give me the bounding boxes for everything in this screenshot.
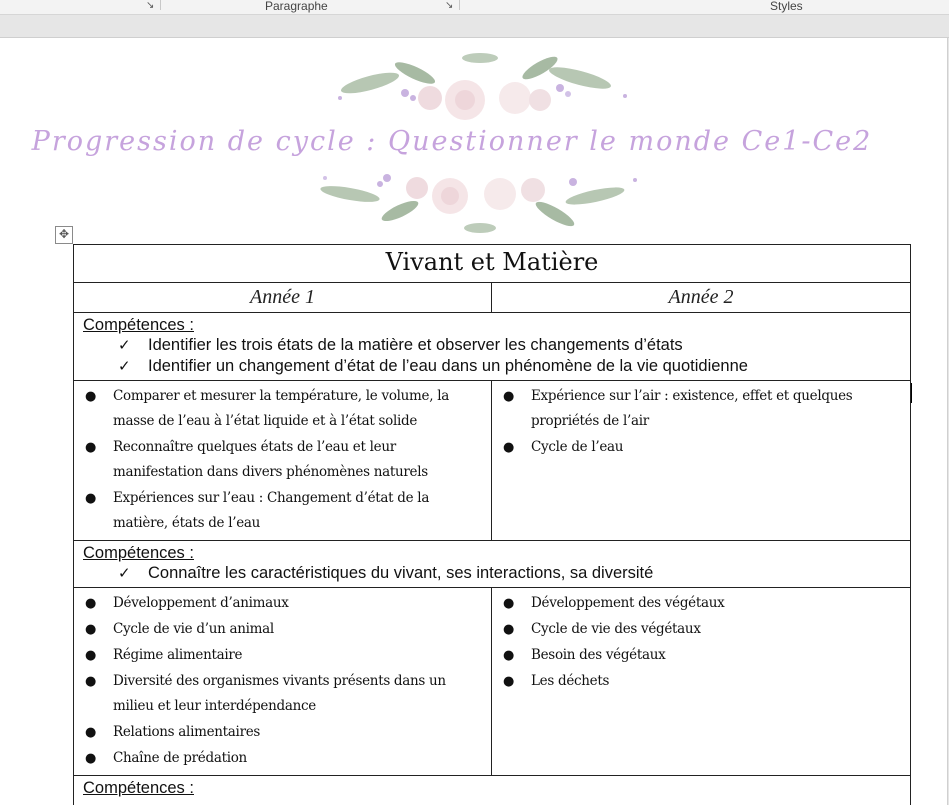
paragraph-group-label: Paragraphe [265, 0, 328, 13]
list-item [84, 435, 487, 485]
competence-text: Connaître les caractéristiques du vivant, ses interactions, sa diversité [148, 564, 654, 582]
list-item [84, 384, 487, 434]
progression-table [73, 244, 911, 805]
list-item-text: Cycle de l’eau [531, 439, 624, 455]
list-item-text: Développement d’animaux [113, 595, 289, 611]
text-cursor [911, 383, 912, 403]
list-item-text: Expériences sur l’eau : Changement d’état de la matière, états de l’eau [113, 490, 430, 531]
bullet-icon: ● [503, 389, 515, 404]
bullet-icon: ● [85, 674, 97, 689]
competences-label: Compétences : [83, 316, 194, 334]
bullet-icon: ● [85, 725, 97, 740]
list-item [502, 591, 906, 616]
document-title: Progression de cycle : Questionner le monde Ce1-Ce2 [31, 126, 873, 157]
competence-item [83, 563, 910, 584]
bullet-icon: ● [85, 622, 97, 637]
ribbon-separator [459, 0, 460, 10]
year2-header: Année 2 [492, 283, 911, 313]
bullet-icon: ● [85, 751, 97, 766]
list-item [502, 643, 906, 668]
competences-cell [74, 541, 911, 588]
competences-cell [74, 313, 911, 381]
bullet-icon: ● [85, 491, 97, 506]
checkmark-icon: ✓ [118, 358, 131, 375]
floral-decoration-top [310, 38, 650, 126]
year1-content-cell [74, 588, 492, 776]
list-item [502, 669, 906, 694]
document-page[interactable] [0, 38, 948, 805]
list-item-text: Chaîne de prédation [113, 750, 247, 766]
list-item-text: Besoin des végétaux [531, 647, 666, 663]
list-item-text: Régime alimentaire [113, 647, 243, 663]
bullet-icon: ● [85, 648, 97, 663]
list-item-text: Cycle de vie d’un animal [113, 621, 274, 637]
list-item [84, 669, 487, 719]
year1-header: Année 1 [74, 283, 492, 313]
bullet-icon: ● [503, 596, 515, 611]
competence-item [83, 356, 910, 377]
bullet-icon: ● [85, 596, 97, 611]
competences-label: Compétences : [83, 779, 194, 797]
list-item-text: Comparer et mesurer la température, le volume, la masse de l’eau à l’état liquide et à l’état solide [113, 388, 449, 429]
checkmark-icon: ✓ [118, 565, 131, 582]
list-item-text: Développement des végétaux [531, 595, 725, 611]
list-item [502, 384, 906, 434]
list-item [84, 720, 487, 745]
list-item-text: Diversité des organismes vivants présents dans un milieu et leur interdépendance [113, 673, 446, 714]
bullet-icon: ● [503, 674, 515, 689]
list-item-text: Expérience sur l’air : existence, effet et quelques propriétés de l’air [531, 388, 853, 429]
table-heading: Vivant et Matière [74, 245, 911, 283]
list-item [84, 486, 487, 536]
bullet-icon: ● [503, 440, 515, 455]
ribbon [0, 0, 949, 15]
competence-text: Identifier les trois états de la matière et observer les changements d’états [148, 336, 683, 354]
list-item [84, 746, 487, 771]
list-item-text: Reconnaître quelques états de l’eau et leur manifestation dans divers phénomènes naturels [113, 439, 428, 480]
year2-content-cell [492, 381, 911, 541]
list-item-text: Cycle de vie des végétaux [531, 621, 701, 637]
table-move-handle-icon[interactable]: ✥ [55, 226, 73, 244]
competence-item [83, 335, 910, 356]
font-group-launcher-icon[interactable]: ↘ [146, 0, 155, 11]
list-item [502, 617, 906, 642]
list-item [84, 591, 487, 616]
floral-decoration-bottom [305, 166, 655, 246]
competence-text: Identifier un changement d’état de l’eau dans un phénomène de la vie quotidienne [148, 357, 748, 375]
list-item-text: Les déchets [531, 673, 610, 689]
year2-content-cell [492, 588, 911, 776]
paragraph-group-launcher-icon[interactable]: ↘ [445, 0, 454, 11]
ruler-area [0, 15, 949, 38]
ribbon-separator [160, 0, 161, 10]
competences-label: Compétences : [83, 544, 194, 562]
bullet-icon: ● [503, 648, 515, 663]
competences-cell [74, 776, 911, 805]
styles-group-label: Styles [770, 0, 803, 13]
checkmark-icon: ✓ [118, 337, 131, 354]
list-item [84, 617, 487, 642]
list-item [84, 643, 487, 668]
bullet-icon: ● [503, 622, 515, 637]
list-item-text: Relations alimentaires [113, 724, 261, 740]
list-item [502, 435, 906, 460]
bullet-icon: ● [85, 440, 97, 455]
bullet-icon: ● [85, 389, 97, 404]
year1-content-cell [74, 381, 492, 541]
